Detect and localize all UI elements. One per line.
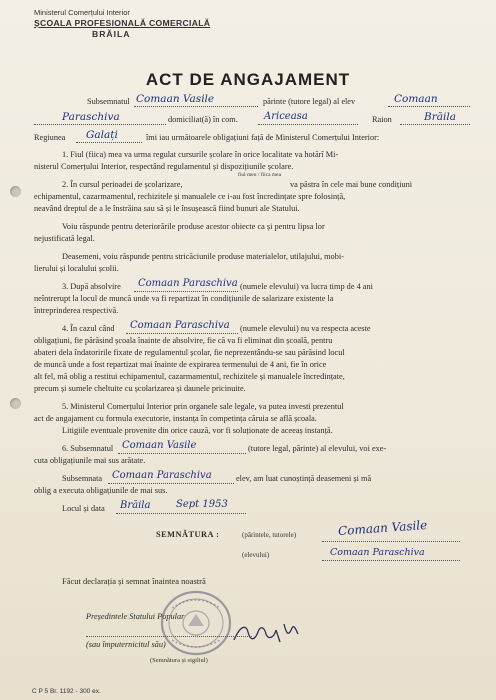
region-field: Galați xyxy=(86,129,118,141)
parent-name-field: Comaan Vasile xyxy=(122,440,197,451)
text-line: cuta obligațiunile mai sus arătate. xyxy=(34,456,146,465)
fill-line xyxy=(118,453,246,454)
text-line: (numele elevului) va lucra timp de 4 ani xyxy=(240,282,373,291)
student-name-field: Comaan Paraschiva xyxy=(138,278,238,289)
text-line: (tutore legal, părinte) al elevului, voi exe- xyxy=(248,444,387,453)
text-line: îmi iau următoarele obligațiuni față de Ministerul Comerțului Interior: xyxy=(146,133,380,142)
place-field: Brăila xyxy=(120,500,151,511)
city-header: BRĂILA xyxy=(92,29,131,39)
text-line: (numele elevului) nu va respecta aceste xyxy=(240,324,371,333)
text-line: nejustificată legal. xyxy=(34,234,95,243)
student-firstname-field: Paraschiva xyxy=(62,111,120,123)
fill-line xyxy=(108,483,234,484)
fill-line xyxy=(322,560,460,561)
signature-label: SEMNĂTURA : xyxy=(156,530,220,539)
text-line: 6. Subsemnatul xyxy=(62,444,114,453)
text-line: act de angajament cu formula executorie, instanța în competința căruia se află școala. xyxy=(34,414,317,423)
text-line: Subsemnatul xyxy=(87,97,130,106)
text-line: Litigiile eventuale provenite din orice cauză, vor fi soluționate de aceeaș instanță. xyxy=(62,426,333,435)
text-line: va păstra în cele mai bune condițiuni xyxy=(290,180,413,189)
parent-signature: Comaan Vasile xyxy=(337,517,428,539)
student-signature: Comaan Paraschiva xyxy=(330,547,425,558)
fill-line xyxy=(388,106,470,107)
student-signature-label: (elevului) xyxy=(242,551,270,559)
text-line: Raion xyxy=(372,115,392,124)
text-line: echipamentul, cazarmamentul, rechizitele și manualele ce i-au fost încredințate spre folosință, xyxy=(34,192,346,201)
text-line: Subsemnata xyxy=(62,474,103,483)
student-name-field: Comaan Paraschiva xyxy=(130,320,230,331)
text-line: neavând dreptul de a le înstrăina sau să și le însușească fiind bunuri ale Statului. xyxy=(34,204,300,213)
text-line: 5. Ministerul Comerțului Interior prin organele sale legale, va putea investi prezentul xyxy=(62,402,344,411)
punch-hole xyxy=(10,186,21,197)
president-label: Președintele Statului Popular xyxy=(86,612,185,621)
student-surname-field: Comaan xyxy=(394,93,438,105)
text-line: părinte (tutore legal) al elev xyxy=(263,97,356,106)
text-line: domiciliat(ă) în com. xyxy=(168,115,238,124)
document-title: ACT DE ANGAJAMENT xyxy=(145,70,351,89)
text-line: de muncă unde a fost repartizat mai înainte de expirarea termenului de 4 ani, fie în orice xyxy=(34,360,327,369)
text-line: 2. În cursul perioadei de școlarizare, xyxy=(62,180,183,189)
print-code: C P 5 Br. 1192 - 300 ex. xyxy=(32,688,101,695)
text-line: întreprinderea respectivă. xyxy=(34,306,119,315)
student-name-field: Comaan Paraschiva xyxy=(112,470,212,481)
date-field: Sept 1953 xyxy=(176,499,228,510)
fill-line xyxy=(126,333,238,334)
text-line: oblig a executa obligațiunile de mai sus. xyxy=(34,486,168,495)
declaration-text: Făcut declarația și semnat înaintea noastră xyxy=(62,576,206,586)
fill-line xyxy=(400,124,470,125)
ministry-header: Ministerul Comerțului Interior xyxy=(34,8,130,17)
text-line: abateri dela îndatoririle fixate de regulamentul școlar, fie neprezentându-se sau părăsind locul xyxy=(34,348,345,357)
fill-line xyxy=(116,513,246,514)
text-line: elev, am luat cunoștință deasemeni și mă xyxy=(236,474,372,483)
parent-name-field: Comaan Vasile xyxy=(136,93,215,105)
fill-line xyxy=(76,142,142,143)
school-header: ȘCOALA PROFESIONALĂ COMERCIALĂ xyxy=(34,18,211,28)
delegate-label: (sau împuternicitul său) xyxy=(86,640,166,649)
text-line: neîntrerupt la locul de muncă unde va fi repartizat în condițiunile de salarizare existente la xyxy=(34,294,334,303)
text-line: 3. După absolvire xyxy=(62,282,121,291)
text-line: Regiunea xyxy=(34,133,66,142)
official-signature xyxy=(230,618,302,648)
fill-line xyxy=(134,291,238,292)
fiul-fiica-note: fiul meu / fiica mea xyxy=(238,172,282,178)
text-line: precum și sumele cheltuite cu școlarizarea și daunele pricinuite. xyxy=(34,384,246,393)
official-seal xyxy=(158,588,234,658)
parent-signature-label: (părintele, tutorele) xyxy=(242,531,297,539)
fill-line xyxy=(258,124,358,125)
sign-seal-label: (Semnătura și sigiliul) xyxy=(150,657,208,664)
raion-field: Brăila xyxy=(424,111,456,123)
punch-hole xyxy=(10,398,21,409)
text-line: obligațiuni, fie părăsind școala înainte de absolvire, fie că va fi eliminat din școală, pentru xyxy=(34,336,333,345)
commune-field: Ariceasa xyxy=(264,111,308,122)
fill-line xyxy=(34,124,166,125)
text-line: nisterul Comerțului Interior, respectând regulamentul și dispozițiunile școlare. xyxy=(34,162,294,171)
text-line: 1. Fiul (fiica) mea va urma regulat cursurile școlare în orice localitate va hotărî Mi- xyxy=(62,150,339,159)
text-line: Voiu răspunde pentru deteriorările produse acestor obiecte ca și pentru lipsa lor xyxy=(62,222,325,231)
text-line: Deasemeni, voiu răspunde pentru stricăciunile produse materialelor, utilajului, mobi- xyxy=(62,252,344,261)
text-line: 4. În cazul când xyxy=(62,324,115,333)
fill-line xyxy=(322,541,460,542)
fill-line xyxy=(134,106,258,107)
text-line: lierului și localului școlii. xyxy=(34,264,119,273)
text-line: alt fel, mă oblig a restitui echipamentul, cazarmamentul, rechizitele și manualele încredințate, xyxy=(34,372,345,381)
place-date-label: Locul și data xyxy=(62,504,105,513)
